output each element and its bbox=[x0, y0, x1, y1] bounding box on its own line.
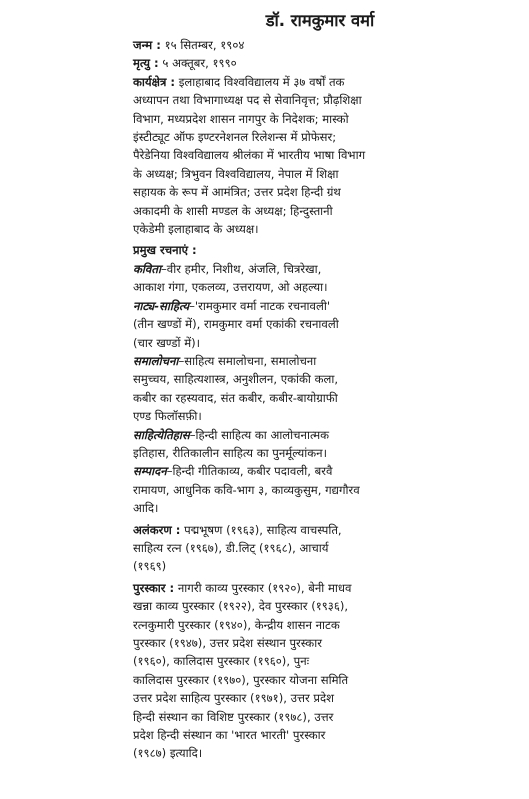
awards-line: कालिदास पुरस्कार (१९७०), पुरस्कार योजना समिति bbox=[133, 672, 349, 687]
criticism-label: समालोचना bbox=[133, 353, 179, 368]
death-line bbox=[133, 54, 507, 72]
criticism-line: कबीर का रहस्यवाद, संत कबीर, कबीर-बायोग्राफी bbox=[133, 390, 338, 405]
awards-line: नागरी काव्य पुरस्कार (१९२०), बेनी माधव bbox=[174, 580, 352, 595]
works-history bbox=[133, 426, 507, 463]
editing-line: रामायण, आधुनिक कवि-भाग ३, काव्यकुसुम, गद्यगौरव bbox=[133, 482, 360, 497]
works-drama bbox=[133, 297, 507, 352]
awards-line: (१९६०), कालिदास पुरस्कार (१९६०), पुनः bbox=[133, 654, 310, 669]
honours-label: अलंकरण : bbox=[133, 522, 181, 537]
page-title: डॉ. रामकुमार वर्मा bbox=[265, 11, 375, 30]
awards-label: पुरस्कार : bbox=[133, 580, 175, 595]
awards-block bbox=[133, 579, 507, 763]
career-line: इंस्टीट्यूट ऑफ इण्टरनेशनल रिलेशन्स में प्रोफेसर; bbox=[133, 130, 337, 145]
history-label: साहित्येतिहास bbox=[133, 427, 190, 442]
career-line: पैरेडेनिया विश्वविद्यालय श्रीलंका में भारतीय भाषा विभाग bbox=[133, 148, 366, 163]
drama-line: –'रामकुमार वर्मा नाटक रचनावली' bbox=[189, 298, 331, 313]
editing-line: –हिन्दी गीतिकाव्य, कबीर पदावली, बरवै bbox=[166, 464, 333, 479]
birth-label: जन्म : bbox=[133, 38, 161, 52]
editing-line: आदि। bbox=[133, 501, 159, 516]
works-poetry bbox=[133, 260, 507, 297]
poetry-line: –वीर हमीर, निशीथ, अंजलि, चित्ररेखा, bbox=[160, 261, 322, 276]
criticism-line: समुच्चय, साहित्यशास्त्र, अनुशीलन, एकांकी कला, bbox=[133, 372, 339, 387]
awards-line: रत्नकुमारी पुरस्कार (१९४०), केन्द्रीय शासन नाटक bbox=[133, 617, 340, 632]
awards-line: हिन्दी संस्थान का विशिष्ट पुरस्कार (१९७८), उत्तर bbox=[133, 709, 334, 724]
awards-line: पुरस्कार (१९४७), उत्तर प्रदेश संस्थान पुरस्कार bbox=[133, 636, 322, 650]
career-line: अध्यापन तथा विभागाध्यक्ष पद से सेवानिवृत्त; प्रौढ़शिक्षा bbox=[133, 93, 362, 108]
career-line: विभाग, मध्यप्रदेश शासन नागपुर के निदेशक; मास्को bbox=[133, 111, 349, 126]
career-line: के अध्यक्ष; त्रिभुवन विश्वविद्यालय, नेपाल में शिक्षा bbox=[133, 166, 339, 181]
career-line: अकादमी के शासी मण्डल के अध्यक्ष; हिन्दुस्तानी bbox=[133, 203, 333, 218]
awards-line: (१९८७) इत्यादि। bbox=[133, 746, 203, 761]
career-block bbox=[133, 73, 507, 239]
career-label: कार्यक्षेत्र : bbox=[133, 74, 176, 89]
history-line: इतिहास, रीतिकालीन साहित्य का पुनर्मूल्यांकन। bbox=[133, 445, 327, 460]
awards-line: प्रदेश हिन्दी संस्थान का 'भारत भारती' पुरस्कार bbox=[133, 728, 326, 743]
birth-line bbox=[133, 36, 507, 54]
works-editing bbox=[133, 462, 507, 517]
drama-label: नाट्य-साहित्य bbox=[133, 298, 190, 313]
awards-line: उत्तर प्रदेश साहित्य पुरस्कार (१९७१), उत्तर प्रदेश bbox=[133, 691, 335, 706]
honours-line: साहित्य रत्न (१९६७), डी.लिट् (१९६८), आचार्य bbox=[133, 540, 329, 555]
honours-block bbox=[133, 521, 507, 576]
awards-line: खन्ना काव्य पुरस्कार (१९२२), देव पुरस्कार (१९३६), bbox=[133, 599, 349, 614]
poetry-label: कविता bbox=[133, 261, 161, 276]
honours-line: पद्मभूषण (१९६३), साहित्य वाचस्पति, bbox=[180, 522, 342, 537]
career-line: सहायक के रूप में आमंत्रित; उत्तर प्रदेश हिन्दी ग्रंथ bbox=[133, 185, 341, 200]
criticism-line: एण्ड फिलॉसफ़ी। bbox=[133, 409, 202, 424]
drama-line: (तीन खण्डों में), रामकुमार वर्मा एकांकी रचनावली bbox=[133, 317, 339, 332]
honours-line: (१९६९) bbox=[133, 559, 167, 574]
career-line: एकेडेमी इलाहाबाद के अध्यक्ष। bbox=[133, 222, 259, 237]
history-line: –हिन्दी साहित्य का आलोचनात्मक bbox=[189, 427, 330, 442]
criticism-line: –साहित्य समालोचना, समालोचना bbox=[178, 353, 317, 368]
works-criticism bbox=[133, 352, 507, 426]
drama-line: (चार खण्डों में)। bbox=[133, 335, 201, 350]
death-value: ५ अक्तूबर, १९९० bbox=[158, 56, 237, 71]
birth-value: १५ सितम्बर, १९०४ bbox=[160, 38, 245, 52]
editing-label: सम्पादन bbox=[133, 464, 167, 479]
poetry-line: आकाश गंगा, एकलव्य, उत्तरायण, ओ अहल्या। bbox=[133, 280, 328, 295]
career-line: इलाहाबाद विश्वविद्यालय में ३७ वर्षों तक bbox=[175, 74, 345, 89]
works-label: प्रमुख रचनाएं : bbox=[133, 243, 197, 258]
death-label: मृत्यु : bbox=[133, 56, 159, 71]
